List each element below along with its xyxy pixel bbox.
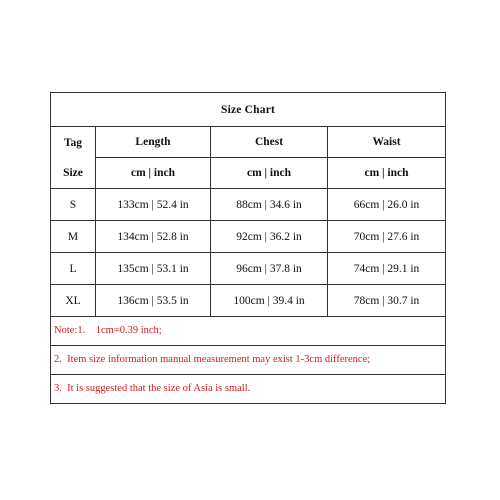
tag-size-header (51, 127, 96, 189)
note-row (51, 346, 446, 375)
length-cell: 136cm | 53.5 in (96, 285, 211, 317)
chart-title: Size Chart (51, 93, 446, 127)
size-chart-table (50, 92, 446, 404)
size-cell: M (51, 221, 96, 253)
unit-length: cm | inch (96, 158, 211, 189)
waist-cell: 66cm | 26.0 in (328, 189, 446, 221)
tag-label: Tag (63, 136, 83, 149)
length-cell: 135cm | 53.1 in (96, 253, 211, 285)
waist-cell: 78cm | 30.7 in (328, 285, 446, 317)
chest-cell: 92cm | 36.2 in (211, 221, 328, 253)
units-row (51, 158, 446, 189)
note-2: 2. Item size information manual measurement may exist 1-3cm difference; (51, 346, 446, 375)
note-row (51, 375, 446, 404)
note-3: 3. It is suggested that the size of Asia is small. (51, 375, 446, 404)
note-row (51, 317, 446, 346)
table-row (51, 253, 446, 285)
note-1: Note:1. 1cm=0.39 inch; (51, 317, 446, 346)
table-row (51, 221, 446, 253)
table-row (51, 189, 446, 221)
length-cell: 133cm | 52.4 in (96, 189, 211, 221)
chest-cell: 96cm | 37.8 in (211, 253, 328, 285)
waist-cell: 74cm | 29.1 in (328, 253, 446, 285)
column-header-waist: Waist (328, 127, 446, 158)
length-cell: 134cm | 52.8 in (96, 221, 211, 253)
waist-cell: 70cm | 27.6 in (328, 221, 446, 253)
size-cell: S (51, 189, 96, 221)
column-header-chest: Chest (211, 127, 328, 158)
header-row (51, 127, 446, 158)
size-cell: XL (51, 285, 96, 317)
unit-chest: cm | inch (211, 158, 328, 189)
column-header-length: Length (96, 127, 211, 158)
table-row (51, 285, 446, 317)
unit-waist: cm | inch (328, 158, 446, 189)
title-row (51, 93, 446, 127)
size-label: Size (63, 166, 83, 179)
chest-cell: 100cm | 39.4 in (211, 285, 328, 317)
size-cell: L (51, 253, 96, 285)
chest-cell: 88cm | 34.6 in (211, 189, 328, 221)
